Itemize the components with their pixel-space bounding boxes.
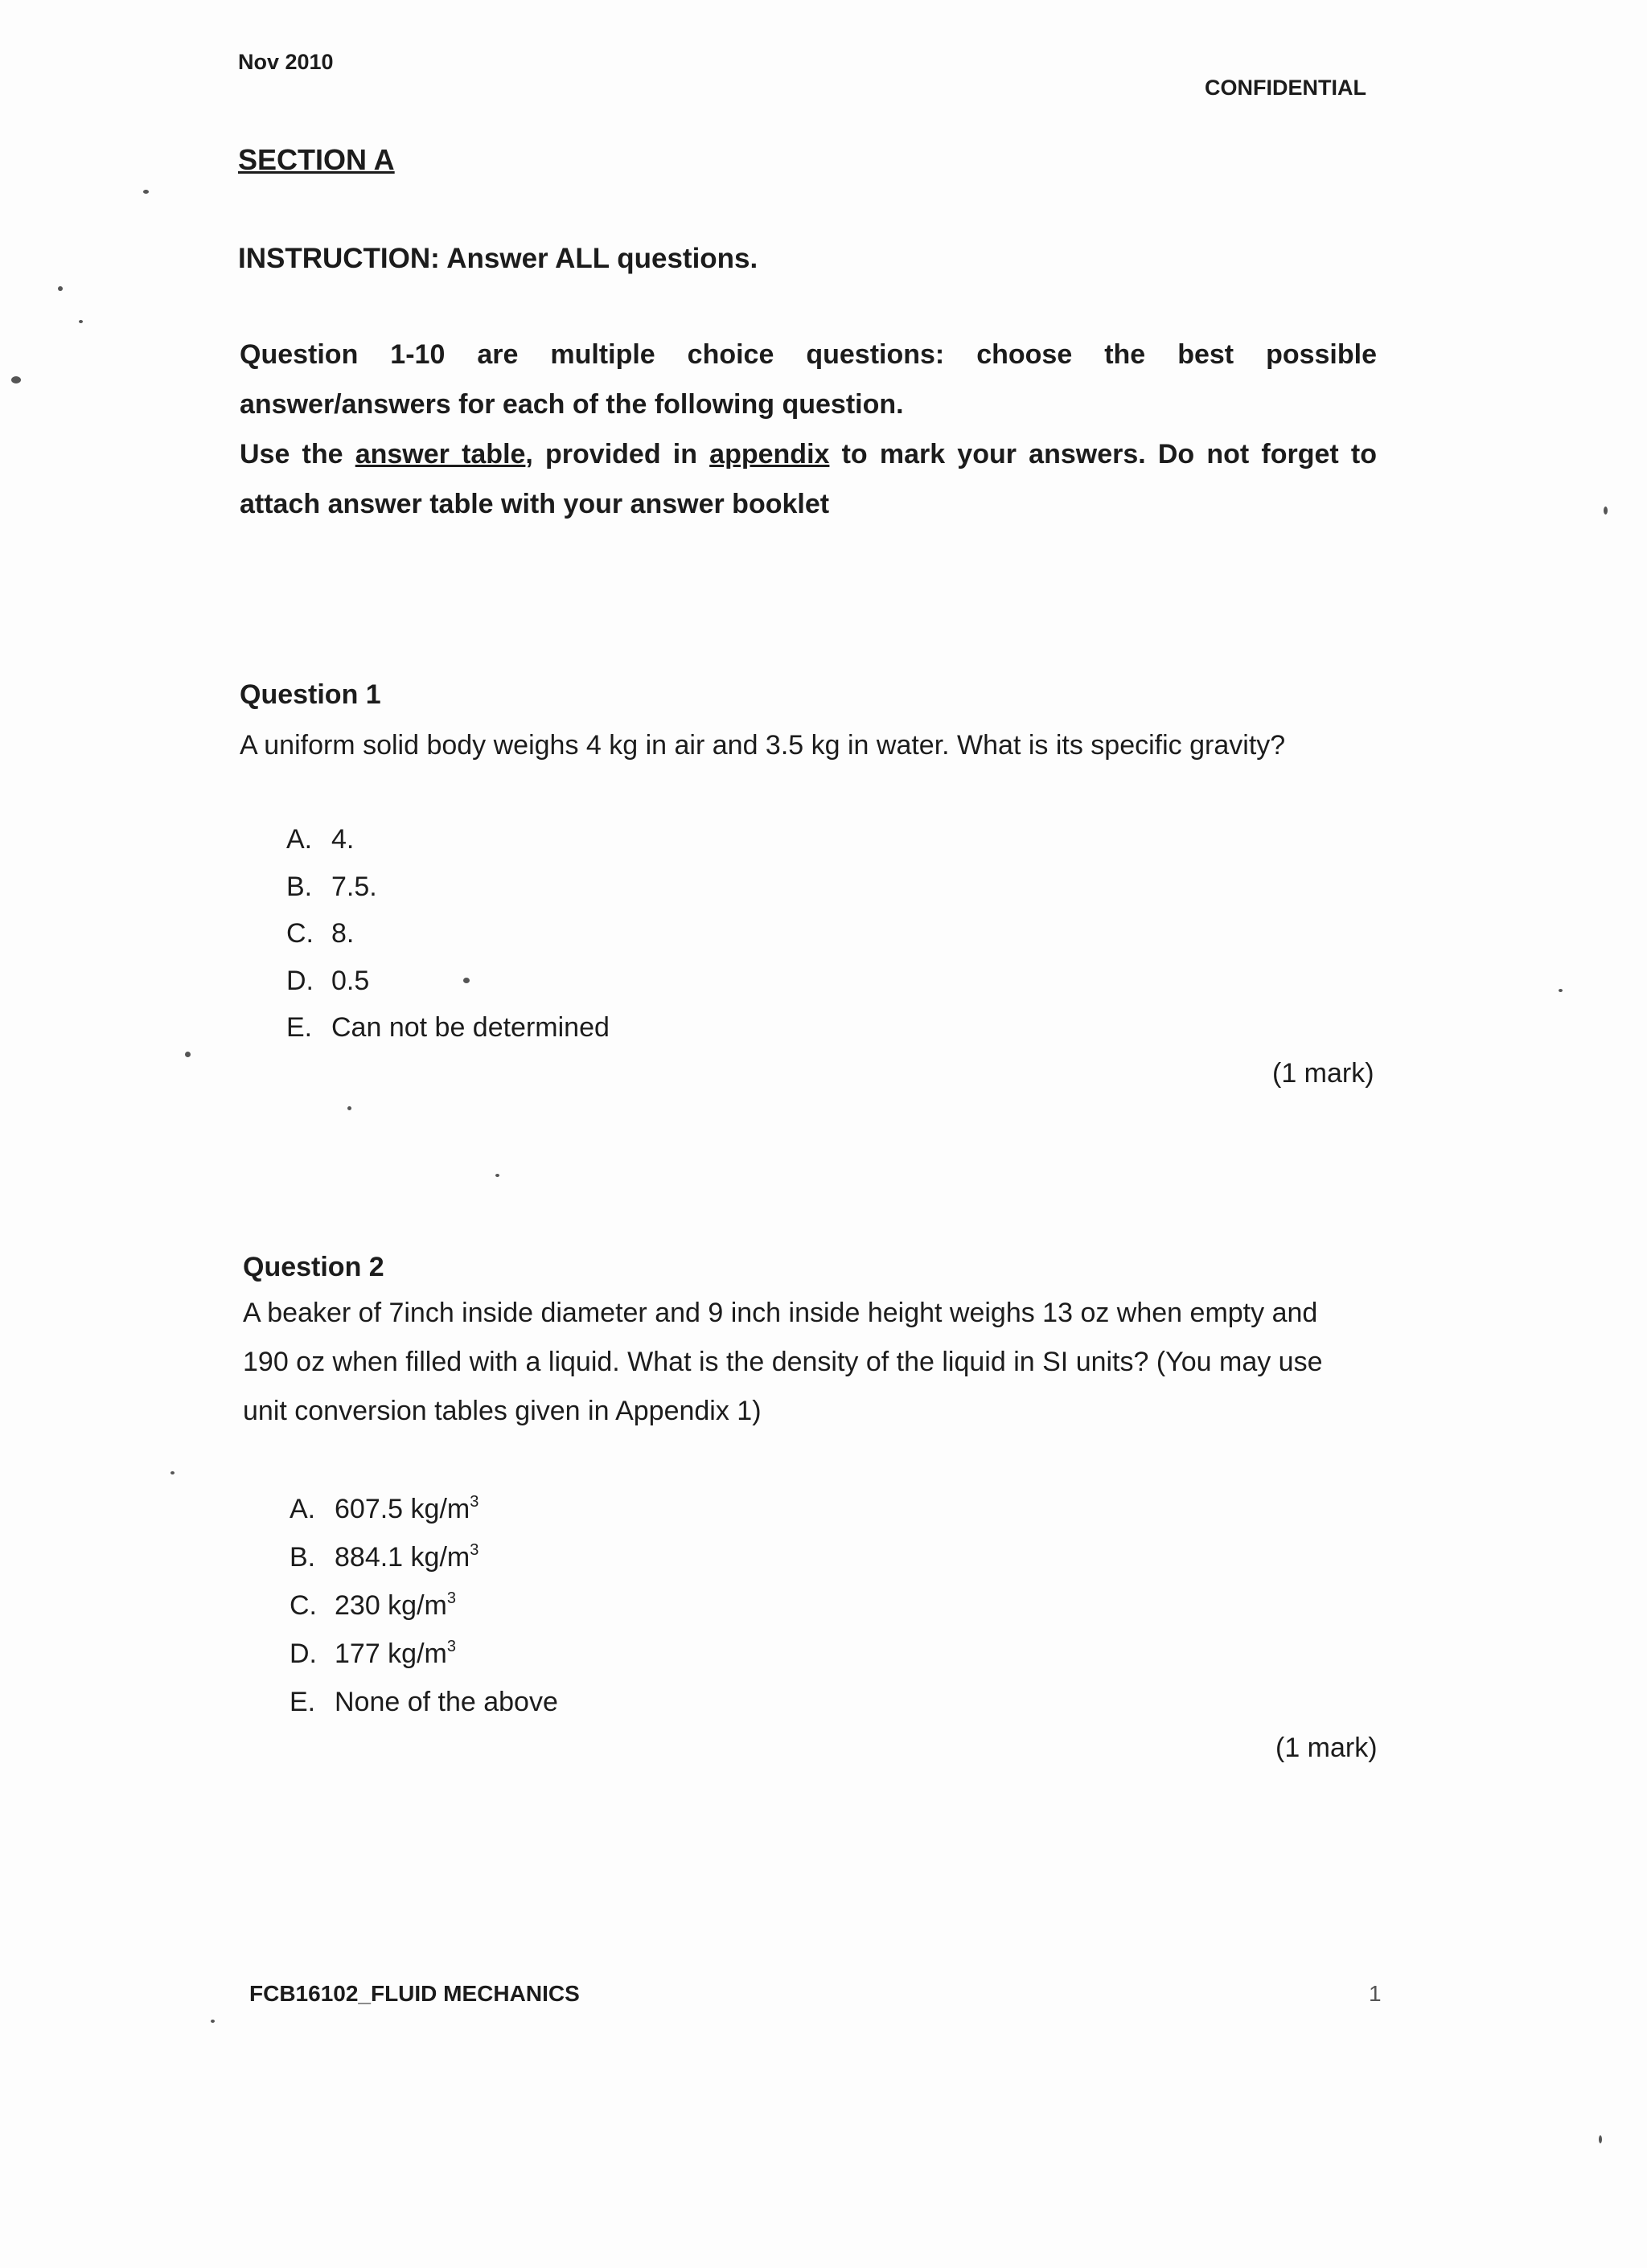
intro-paragraph [240,330,1377,529]
question-title: Question 2 [243,1252,384,1282]
option-c [286,918,354,949]
option-letter: E. [290,1687,316,1717]
option-d [290,1638,456,1670]
footer-page-number: 1 [1369,1981,1382,2006]
option-c [290,1590,456,1622]
option-exponent: 3 [446,1638,456,1655]
option-a [290,1494,478,1525]
scan-speck [495,1174,499,1177]
option-letter: E. [286,1012,313,1043]
intro-line-3-mid: , provided in [525,439,697,470]
option-d [286,966,369,997]
intro-line-2: answer/answers for each of the following question. [240,389,904,420]
scan-speck [170,1471,175,1474]
option-letter: D. [290,1638,317,1669]
instruction-text: INSTRUCTION: Answer ALL questions. [238,243,758,274]
header-confidential: CONFIDENTIAL [1205,76,1366,100]
option-text: 230 kg/m [335,1590,447,1621]
option-text: 607.5 kg/m [335,1494,470,1524]
mark-allocation: (1 mark) [1272,1058,1374,1089]
scan-speck [79,320,83,323]
intro-line-4: attach answer table with your answer booklet [240,489,830,519]
option-letter: A. [290,1494,316,1524]
scan-speck [1604,507,1608,515]
option-text: 7.5. [331,872,377,902]
option-exponent: 3 [470,1493,479,1511]
option-b [286,872,377,903]
option-e [286,1012,610,1044]
option-text: 177 kg/m [335,1638,447,1669]
scan-speck [1599,2135,1602,2143]
option-letter: A. [286,824,313,855]
intro-line-3 [240,429,1377,479]
option-exponent: 3 [470,1541,479,1559]
option-exponent: 3 [446,1589,456,1607]
scan-speck [185,1052,191,1057]
scan-speck [58,286,63,291]
scan-speck [463,978,470,983]
option-text: None of the above [335,1687,558,1717]
option-text: 0.5 [331,966,370,996]
intro-line-3-start: Use the [240,439,343,470]
intro-line-1: Question 1-10 are multiple choice questions: choose the best possible [240,339,1377,370]
option-letter: B. [286,872,313,902]
option-letter: C. [286,918,314,949]
scan-speck [143,190,149,194]
option-text: 8. [331,918,355,949]
intro-line-3-end: to mark your answers. Do not forget to [841,439,1377,470]
question-text: A beaker of 7inch inside diameter and 9 inch inside height weighs 13 oz when empty and 190 oz when filled with a liquid. What is the density of the liquid in SI units? (You may use unit conversion tables given in Appendix 1) [243,1298,1323,1426]
option-text: 884.1 kg/m [335,1542,470,1573]
scan-speck [11,376,21,383]
option-a [286,824,354,855]
question-text: A uniform solid body weighs 4 kg in air and 3.5 kg in water. What is its specific gravity? [240,730,1286,761]
option-e [290,1687,558,1718]
appendix-reference: appendix [709,439,830,470]
scan-speck [1559,989,1563,992]
header-date: Nov 2010 [238,50,334,74]
scan-speck [347,1106,351,1110]
option-letter: C. [290,1590,317,1621]
section-title: SECTION A [238,143,395,176]
option-b [290,1542,478,1573]
scan-speck [211,2020,215,2023]
mark-allocation: (1 mark) [1275,1733,1378,1763]
footer-course-code: FCB16102_FLUID MECHANICS [249,1981,580,2006]
option-text: 4. [331,824,355,855]
answer-table-reference: answer table [355,439,526,470]
question-title: Question 1 [240,679,381,710]
option-text: Can not be determined [331,1012,610,1043]
option-letter: B. [290,1542,316,1573]
option-letter: D. [286,966,314,996]
